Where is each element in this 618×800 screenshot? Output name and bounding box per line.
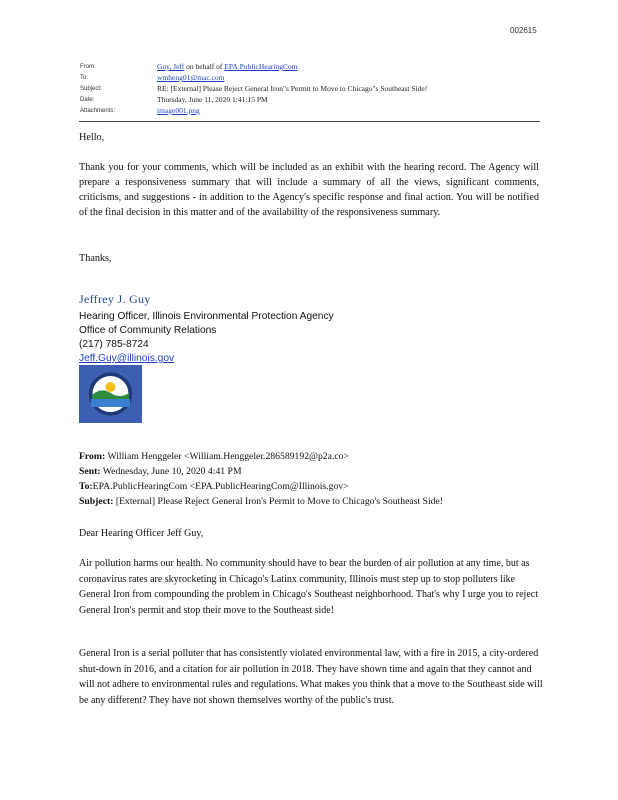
on-behalf-text: on behalf of (184, 62, 225, 71)
letter-salutation: Dear Hearing Officer Jeff Guy, (79, 528, 204, 539)
to-label: To: (80, 75, 89, 81)
signature-office: Office of Community Relations (79, 325, 217, 336)
from-label: From: (80, 64, 96, 70)
fwd-from-label: From: (79, 451, 106, 462)
fwd-to-row (79, 481, 349, 492)
to-value-link[interactable]: wmheng01@mac.com (157, 73, 225, 82)
signature-name: Jeffrey J. Guy (79, 292, 151, 306)
fwd-subject-row (79, 496, 443, 507)
attachments-label: Attachments: (80, 108, 116, 114)
date-label: Date: (80, 97, 95, 103)
subject-label: Subject: (80, 86, 102, 92)
reply-body: Thank you for your comments, which will be included as an exhibit with the hearing record. The Agency will prepare a responsiveness summary that will include a summary of all the views, significant comments, criticisms, and suggestions - in addition to the Agency's specific response and final action. You will be notified of the final decision in this matter and of the availability of the responsiveness summary. (79, 162, 539, 218)
agency-seal-image (79, 365, 142, 423)
fwd-sent-value: Wednesday, June 10, 2020 4:41 PM (102, 466, 242, 477)
fwd-from-row (79, 451, 349, 462)
fwd-subject-value: [External] Please Reject General Iron's Permit to Move to Chicago's Southeast Side! (115, 496, 444, 507)
from-value (157, 62, 298, 71)
signature-phone: (217) 785-8724 (79, 339, 149, 350)
page-number: 002615 (510, 26, 537, 35)
signature-title: Hearing Officer, Illinois Environmental Protection Agency (79, 311, 334, 322)
fwd-to-label: To: (79, 481, 93, 492)
fwd-to-value: EPA.PublicHearingCom <EPA.PublicHearingCom@Illinois.gov> (92, 481, 349, 492)
seal-emblem-icon (79, 365, 142, 423)
letter-paragraph-2: General Iron is a serial polluter that has consistently violated environmental law, with a fire in 2015, a city-ordered shut-down in 2016, and a citation for air pollution in 2018. They have shown time and again that they cannot and will not adhere to environmental rules and regulations. What makes you think that a move to the Southeast side will be any different? They have not shown themselves worthy of the public's trust. (79, 648, 543, 706)
date-value: Thursday, June 11, 2020 1:41:15 PM (157, 95, 268, 104)
fwd-sent-row (79, 466, 242, 477)
sender-mailbox-link[interactable]: EPA.PublicHearingCom (224, 62, 298, 71)
subject-value: RE: [External] Please Reject General Iron"s Permit to Move to Chicago"s Southeast Side! (157, 84, 428, 93)
fwd-from-value: William Henggeler <William.Henggeler.286589192@p2a.co> (107, 451, 349, 462)
greeting: Hello, (79, 132, 105, 143)
fwd-sent-label: Sent: (79, 466, 101, 477)
signature-email-link[interactable]: Jeff.Guy@illinois.gov (79, 353, 175, 364)
letter-paragraph-1: Air pollution harms our health. No community should have to bear the burden of air pollution at any time, but as coronavirus rates are skyrocketing in Chicago's Latinx community, Illinois must step up to stop polluters like General Iron from compounding the problem in Chicago's Southeast neighborhood. That's why I urge you to reject General Iron's permit and stop their move to the Southeast side! (79, 558, 538, 616)
attachment-link[interactable]: image001.png (157, 106, 200, 115)
closing: Thanks, (79, 253, 112, 264)
fwd-subject-label: Subject: (79, 496, 114, 507)
sender-name-link[interactable]: Guy, Jeff (157, 62, 185, 71)
header-divider (79, 121, 540, 122)
